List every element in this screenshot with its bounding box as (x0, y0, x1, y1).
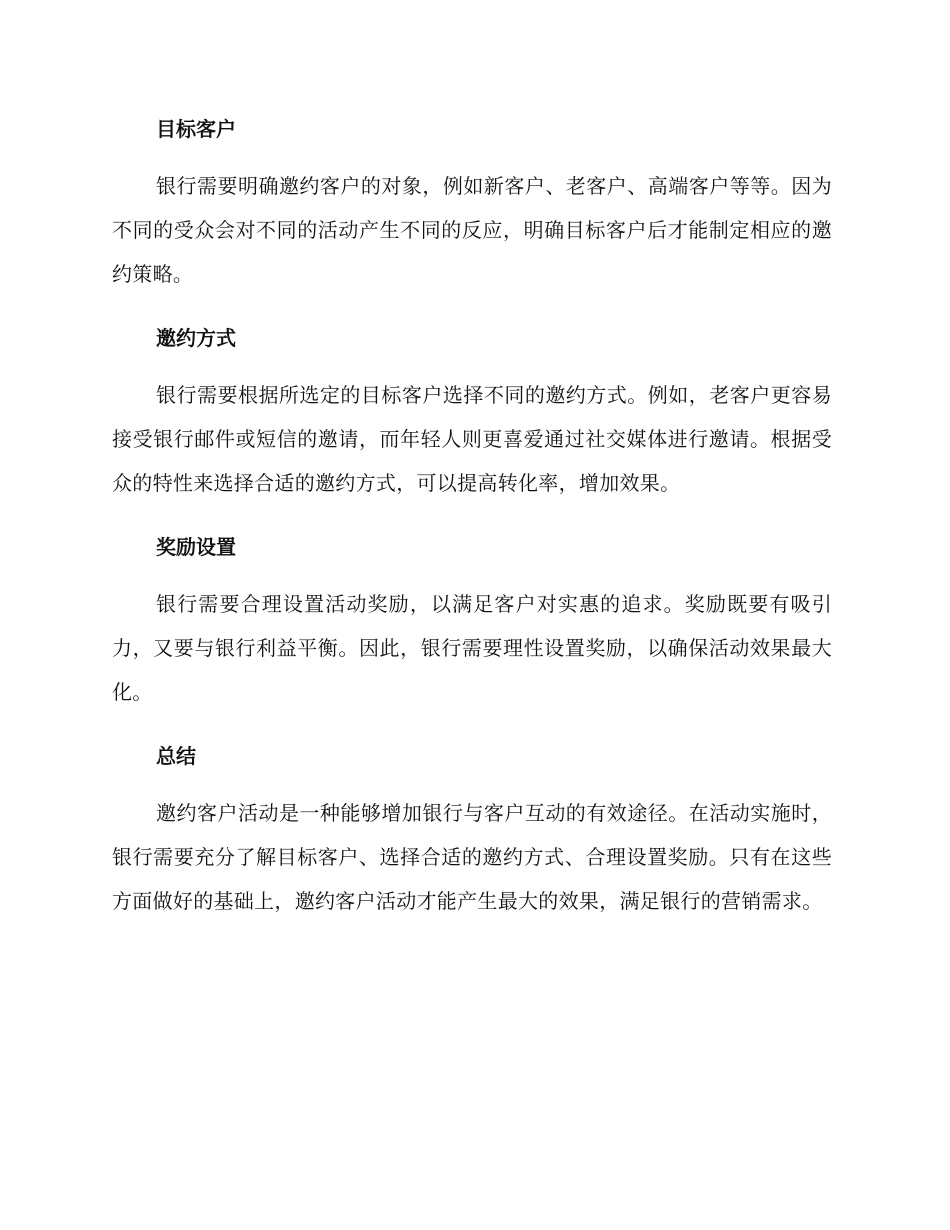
section-paragraph: 邀约客户活动是一种能够增加银行与客户互动的有效途径。在活动实施时，银行需要充分了解目标客户、选择合适的邀约方式、合理设置奖励。只有在这些方面做好的基础上，邀约客户活动才能产生最大的效果，满足银行的营销需求。 (112, 801, 832, 913)
section-paragraph: 银行需要根据所选定的目标客户选择不同的邀约方式。例如，老客户更容易接受银行邮件或短信的邀请，而年轻人则更喜爱通过社交媒体进行邀请。根据受众的特性来选择合适的邀约方式，可以提高转化率，增加效果。 (112, 383, 832, 495)
section-heading: 邀约方式 (156, 326, 236, 350)
section-target-customers (112, 112, 832, 321)
section-reward-settings (112, 530, 832, 739)
section-invitation-methods (112, 321, 832, 530)
section-heading: 总结 (156, 744, 196, 768)
section-paragraph: 银行需要合理设置活动奖励，以满足客户对实惠的追求。奖励既要有吸引力，又要与银行利益平衡。因此，银行需要理性设置奖励，以确保活动效果最大化。 (112, 592, 832, 704)
document-page (112, 112, 832, 923)
section-heading: 奖励设置 (156, 535, 236, 559)
section-heading: 目标客户 (156, 117, 236, 141)
section-summary (112, 739, 832, 923)
section-paragraph: 银行需要明确邀约客户的对象，例如新客户、老客户、高端客户等等。因为不同的受众会对不同的活动产生不同的反应，明确目标客户后才能制定相应的邀约策略。 (112, 174, 832, 286)
